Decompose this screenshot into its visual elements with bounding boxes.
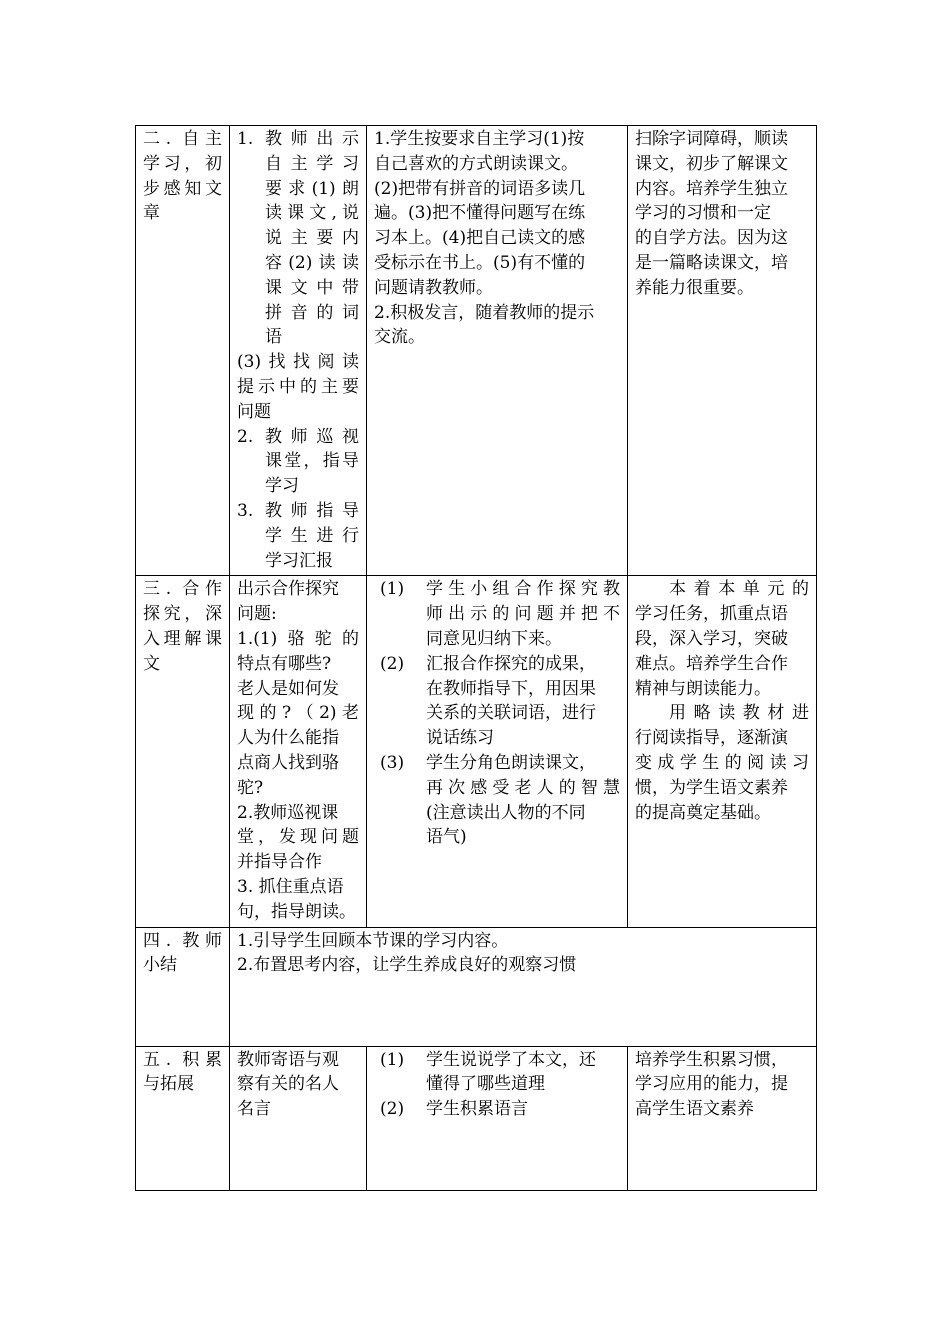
text-line: 惯，为学生语文素养: [635, 777, 788, 798]
stage-line: 探究，深: [143, 604, 222, 625]
item-line: 再次感受老人的智慧: [426, 777, 620, 798]
teacher-activity-cell: [230, 126, 367, 576]
item-line: 学习: [265, 476, 299, 497]
item-line: 说话练习: [426, 728, 494, 749]
text-line: 高学生语文素养: [635, 1099, 754, 1120]
item-line: 课 文 中 带: [265, 277, 359, 298]
stage-line: 小结: [143, 955, 177, 976]
item-number: 3.: [237, 500, 254, 521]
text-line: 并指导合作: [237, 852, 322, 873]
stage-line: 文: [143, 653, 160, 674]
text-line: 1.学生按要求自主学习(1)按: [374, 129, 585, 149]
item-line: 在教师指导下，用因果: [426, 678, 596, 699]
text-line: 的提高奠定基础。: [635, 802, 771, 823]
item-number: (1): [380, 1049, 405, 1070]
student-activity-cell: [367, 126, 628, 576]
text-line: 课文，初步了解课文: [635, 153, 788, 174]
text-line: 习本上。(4)把自己读文的感: [374, 228, 586, 249]
text-line: 行阅读指导，逐渐演: [635, 728, 788, 749]
item-line: 语气): [426, 827, 467, 848]
text-line: 扫除字词障碍，顺读: [635, 129, 788, 149]
table-row: [136, 576, 817, 927]
text-line: 点商人找到骆: [237, 752, 339, 773]
list-item: [374, 1097, 620, 1122]
text-line: 精神与朗读能力。: [635, 678, 771, 699]
text-line: (2)把带有拼音的词语多读几: [374, 178, 586, 199]
item-line: 学生小组合作探究教: [426, 579, 620, 600]
item-line: 教 师 出 示: [265, 129, 359, 149]
text-line: 问题:: [237, 604, 277, 625]
list-item: [237, 127, 359, 350]
text-line: 出示合作探究: [237, 579, 339, 600]
design-intent-cell: [628, 126, 817, 576]
text-line: 1.引导学生回顾本节课的学习内容。: [237, 930, 509, 951]
text-line: 变成学生的阅读习: [635, 752, 809, 773]
item-line: 读课文,说: [265, 203, 359, 224]
student-activity-cell: [367, 576, 628, 927]
text-line: 段，深入学习，突破: [635, 628, 788, 649]
item-line: 语: [265, 327, 282, 348]
text-line: 学习的习惯和一定: [635, 203, 771, 224]
item-number: (2): [380, 653, 405, 674]
student-activity-cell: [367, 1046, 628, 1190]
item-line: 师出示的问题并把不: [426, 604, 620, 625]
stage-line: 五. 积累: [143, 1049, 222, 1070]
table-row: [136, 927, 817, 1046]
table-row: [136, 1046, 817, 1190]
design-intent-cell: [628, 1046, 817, 1190]
stage-line: 步感知文: [143, 178, 222, 199]
item-line: 汇报合作探究的成果，: [426, 653, 596, 674]
item-line: 学生积累语言: [426, 1099, 528, 1120]
item-line: 拼 音 的 词: [265, 302, 359, 323]
stage-cell: [136, 126, 230, 576]
stage-line: 与拓展: [143, 1074, 194, 1095]
item-line: 学习汇报: [265, 550, 333, 571]
item-line: 提示中的主要: [237, 376, 359, 397]
teacher-activity-cell: [230, 1046, 367, 1190]
text-line: 特点有哪些?: [237, 653, 332, 674]
text-line: 名言: [237, 1099, 271, 1120]
list-item: [374, 652, 620, 751]
item-line: 要求(1)朗: [265, 178, 359, 199]
text-line: 受标示在书上。(5)有不懂的: [374, 252, 586, 273]
list-item: [374, 751, 620, 850]
text-line: 3. 抓住重点语: [237, 876, 344, 897]
item-line: 问题: [237, 401, 271, 422]
text-line: 句，指导朗读。: [237, 901, 356, 922]
item-line: 说 主 要 内: [265, 228, 359, 249]
item-line: (3)找找阅读: [237, 352, 359, 373]
list-item: [374, 1048, 620, 1098]
text-line: 1.(1)骆驼的: [237, 628, 359, 649]
item-line: (注意读出人物的不同: [426, 802, 586, 823]
design-intent-cell: [628, 576, 817, 927]
text-line: 内容。培养学生独立: [635, 178, 788, 199]
stage-line: 章: [143, 203, 160, 224]
stage-line: 学习，初: [143, 153, 222, 174]
item-line: 学生说说学了本文，还: [426, 1049, 596, 1070]
text-line: 察有关的名人: [237, 1074, 339, 1095]
stage-cell: [136, 1046, 230, 1190]
item-number: (1): [380, 579, 405, 600]
list-item: [237, 499, 359, 573]
lesson-plan-table: [135, 125, 817, 1191]
item-line: 课堂，指导: [265, 451, 359, 472]
item-line: 自 主 学 习: [265, 153, 359, 174]
text-line: 现的?（2)老: [237, 703, 359, 724]
stage-line: 三. 合作: [143, 579, 222, 600]
stage-cell: [136, 576, 230, 927]
text-line: 的自学方法。因为这: [635, 228, 788, 249]
item-line: 同意见归纳下来。: [426, 628, 562, 649]
stage-line: 入理解课: [143, 628, 222, 649]
text-line: 2.积极发言，随着教师的提示: [374, 302, 595, 323]
text-line: 是一篇略读课文，培: [635, 252, 788, 273]
text-line: 遍。(3)把不懂得问题写在练: [374, 203, 586, 224]
text-line: 本着本单元的: [669, 579, 809, 600]
text-line: 交流。: [374, 327, 425, 348]
text-line: 学习应用的能力，提: [635, 1074, 788, 1095]
table-row: [136, 126, 817, 576]
text-line: 难点。培养学生合作: [635, 653, 788, 674]
text-line: 堂，发现问题: [237, 827, 359, 848]
stage-cell: [136, 927, 230, 1046]
item-number: (3): [380, 752, 405, 773]
list-item: [374, 577, 620, 651]
text-line: 2.教师巡视课: [237, 802, 339, 823]
text-line: 用略读教材进: [669, 703, 809, 724]
item-number: (2): [380, 1099, 405, 1120]
text-line: 养能力很重要。: [635, 277, 754, 298]
text-line: 教师寄语与观: [237, 1049, 339, 1070]
item-line: 懂得了哪些道理: [426, 1074, 545, 1095]
text-line: 自己喜欢的方式朗读课文。: [374, 153, 578, 174]
item-line: 教 师 指 导: [265, 500, 359, 521]
text-line: 培养学生积累习惯，: [635, 1049, 788, 1070]
text-line: 人为什么能指: [237, 728, 339, 749]
item-line: 容(2)读读: [265, 252, 359, 273]
item-line: 关系的关联词语，进行: [426, 703, 596, 724]
text-line: 2.布置思考内容，让学生养成良好的观察习惯: [237, 955, 577, 976]
text-line: 问题请教教师。: [374, 277, 493, 298]
item-line: 教 师 巡 视: [265, 426, 359, 447]
stage-line: 二. 自主: [143, 129, 222, 149]
text-line: 学习任务，抓重点语: [635, 604, 788, 625]
list-item: [237, 425, 359, 499]
summary-cell: [230, 927, 817, 1046]
item-number: 2.: [237, 426, 254, 447]
text-line: 老人是如何发: [237, 678, 339, 699]
item-line: 学生分角色朗读课文，: [426, 752, 596, 773]
text-line: 驼?: [237, 777, 264, 798]
item-line: 学 生 进 行: [265, 525, 359, 546]
stage-line: 四. 教师: [143, 930, 222, 951]
item-number: 1.: [237, 129, 254, 149]
teacher-activity-cell: [230, 576, 367, 927]
